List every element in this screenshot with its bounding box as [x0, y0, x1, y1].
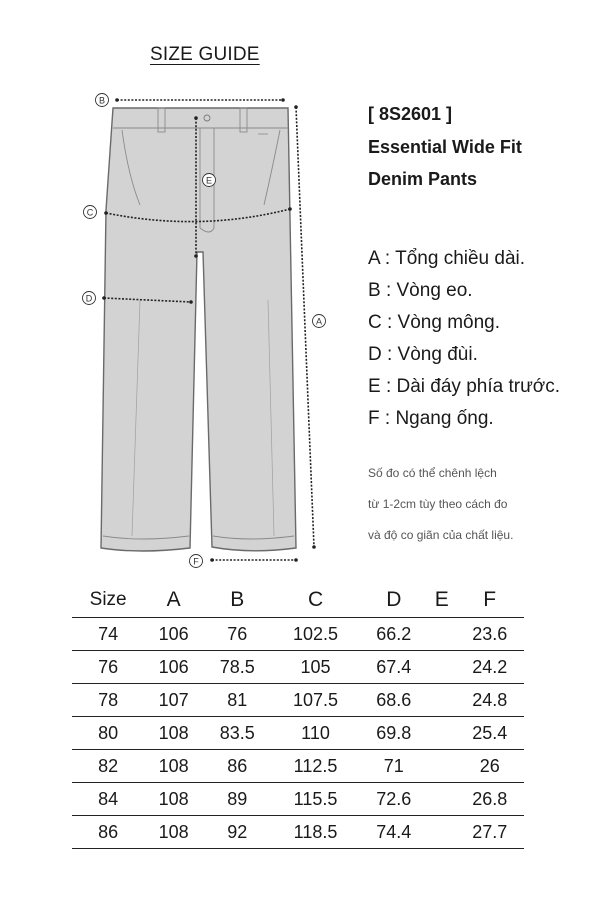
legend-item-e: E : Dài đáy phía trước.	[368, 376, 561, 397]
header-c: C	[272, 583, 360, 618]
legend-item-d: D : Vòng đùi.	[368, 344, 478, 365]
cell-d: 72.6	[360, 783, 429, 816]
cell-a: 107	[144, 684, 203, 717]
cell-size: 80	[72, 717, 144, 750]
header-size: Size	[72, 583, 144, 618]
product-name-line2: Denim Pants	[368, 169, 478, 189]
cell-e	[428, 717, 455, 750]
cell-a: 108	[144, 816, 203, 849]
cell-c: 112.5	[272, 750, 360, 783]
cell-b: 89	[203, 783, 272, 816]
measurement-legend	[368, 243, 560, 435]
cell-d: 74.4	[360, 816, 429, 849]
header-e: E	[428, 583, 455, 618]
cell-c: 115.5	[272, 783, 360, 816]
label-e: E	[205, 175, 213, 186]
header-d: D	[360, 583, 429, 618]
cell-e	[428, 783, 455, 816]
label-f: F	[193, 556, 199, 567]
cell-f: 23.6	[455, 618, 524, 651]
legend-item-b: B : Vòng eo.	[368, 280, 473, 301]
cell-f: 25.4	[455, 717, 524, 750]
table-row	[72, 618, 524, 651]
cell-c: 118.5	[272, 816, 360, 849]
table-row	[72, 684, 524, 717]
label-a-marker	[313, 315, 326, 328]
cell-f: 24.8	[455, 684, 524, 717]
label-f-marker	[190, 555, 203, 568]
cell-b: 83.5	[203, 717, 272, 750]
size-table	[72, 583, 524, 849]
label-d-marker	[83, 292, 96, 305]
product-name-line1: Essential Wide Fit	[368, 137, 522, 157]
label-c-marker	[84, 206, 97, 219]
cell-b: 92	[203, 816, 272, 849]
cell-b: 78.5	[203, 651, 272, 684]
pants-diagram	[70, 85, 340, 570]
note-line: và độ co giãn của chất liệu.	[368, 528, 514, 542]
note-line: Số đo có thể chênh lệch	[368, 466, 497, 480]
label-d: D	[85, 293, 93, 304]
size-table-header	[72, 583, 524, 618]
cell-b: 76	[203, 618, 272, 651]
header-a: A	[144, 583, 203, 618]
table-row	[72, 783, 524, 816]
cell-f: 27.7	[455, 816, 524, 849]
cell-a: 106	[144, 651, 203, 684]
cell-e	[428, 750, 455, 783]
cell-size: 76	[72, 651, 144, 684]
cell-a: 106	[144, 618, 203, 651]
cell-size: 74	[72, 618, 144, 651]
table-row	[72, 750, 524, 783]
pants-illustration	[101, 108, 296, 551]
cell-a: 108	[144, 750, 203, 783]
label-b-marker	[96, 94, 109, 107]
cell-size: 78	[72, 684, 144, 717]
table-row	[72, 651, 524, 684]
cell-size: 82	[72, 750, 144, 783]
cell-f: 26.8	[455, 783, 524, 816]
label-b: B	[98, 95, 106, 106]
header-b: B	[203, 583, 272, 618]
cell-size: 84	[72, 783, 144, 816]
cell-c: 102.5	[272, 618, 360, 651]
cell-e	[428, 651, 455, 684]
label-e-marker	[203, 174, 216, 187]
cell-e	[428, 684, 455, 717]
label-c: C	[86, 207, 94, 218]
table-row	[72, 717, 524, 750]
cell-b: 81	[203, 684, 272, 717]
header-f: F	[455, 583, 524, 618]
cell-c: 105	[272, 651, 360, 684]
page-title: SIZE GUIDE	[150, 44, 260, 65]
cell-c: 110	[272, 717, 360, 750]
cell-e	[428, 618, 455, 651]
cell-b: 86	[203, 750, 272, 783]
cell-d: 71	[360, 750, 429, 783]
cell-e	[428, 816, 455, 849]
cell-size: 86	[72, 816, 144, 849]
cell-d: 68.6	[360, 684, 429, 717]
label-a: A	[315, 316, 323, 327]
measurement-note	[368, 458, 513, 551]
cell-c: 107.5	[272, 684, 360, 717]
legend-item-c: C : Vòng mông.	[368, 312, 501, 333]
legend-item-a: A : Tổng chiều dài.	[368, 248, 526, 269]
cell-d: 67.4	[360, 651, 429, 684]
cell-a: 108	[144, 717, 203, 750]
note-line: từ 1-2cm tùy theo cách đo	[368, 497, 508, 511]
cell-a: 108	[144, 783, 203, 816]
cell-d: 69.8	[360, 717, 429, 750]
cell-f: 26	[455, 750, 524, 783]
legend-item-f: F : Ngang ống.	[368, 408, 494, 429]
product-code: [ 8S2601 ]	[368, 104, 453, 124]
cell-f: 24.2	[455, 651, 524, 684]
measure-line-a	[296, 107, 314, 547]
table-row	[72, 816, 524, 849]
cell-d: 66.2	[360, 618, 429, 651]
